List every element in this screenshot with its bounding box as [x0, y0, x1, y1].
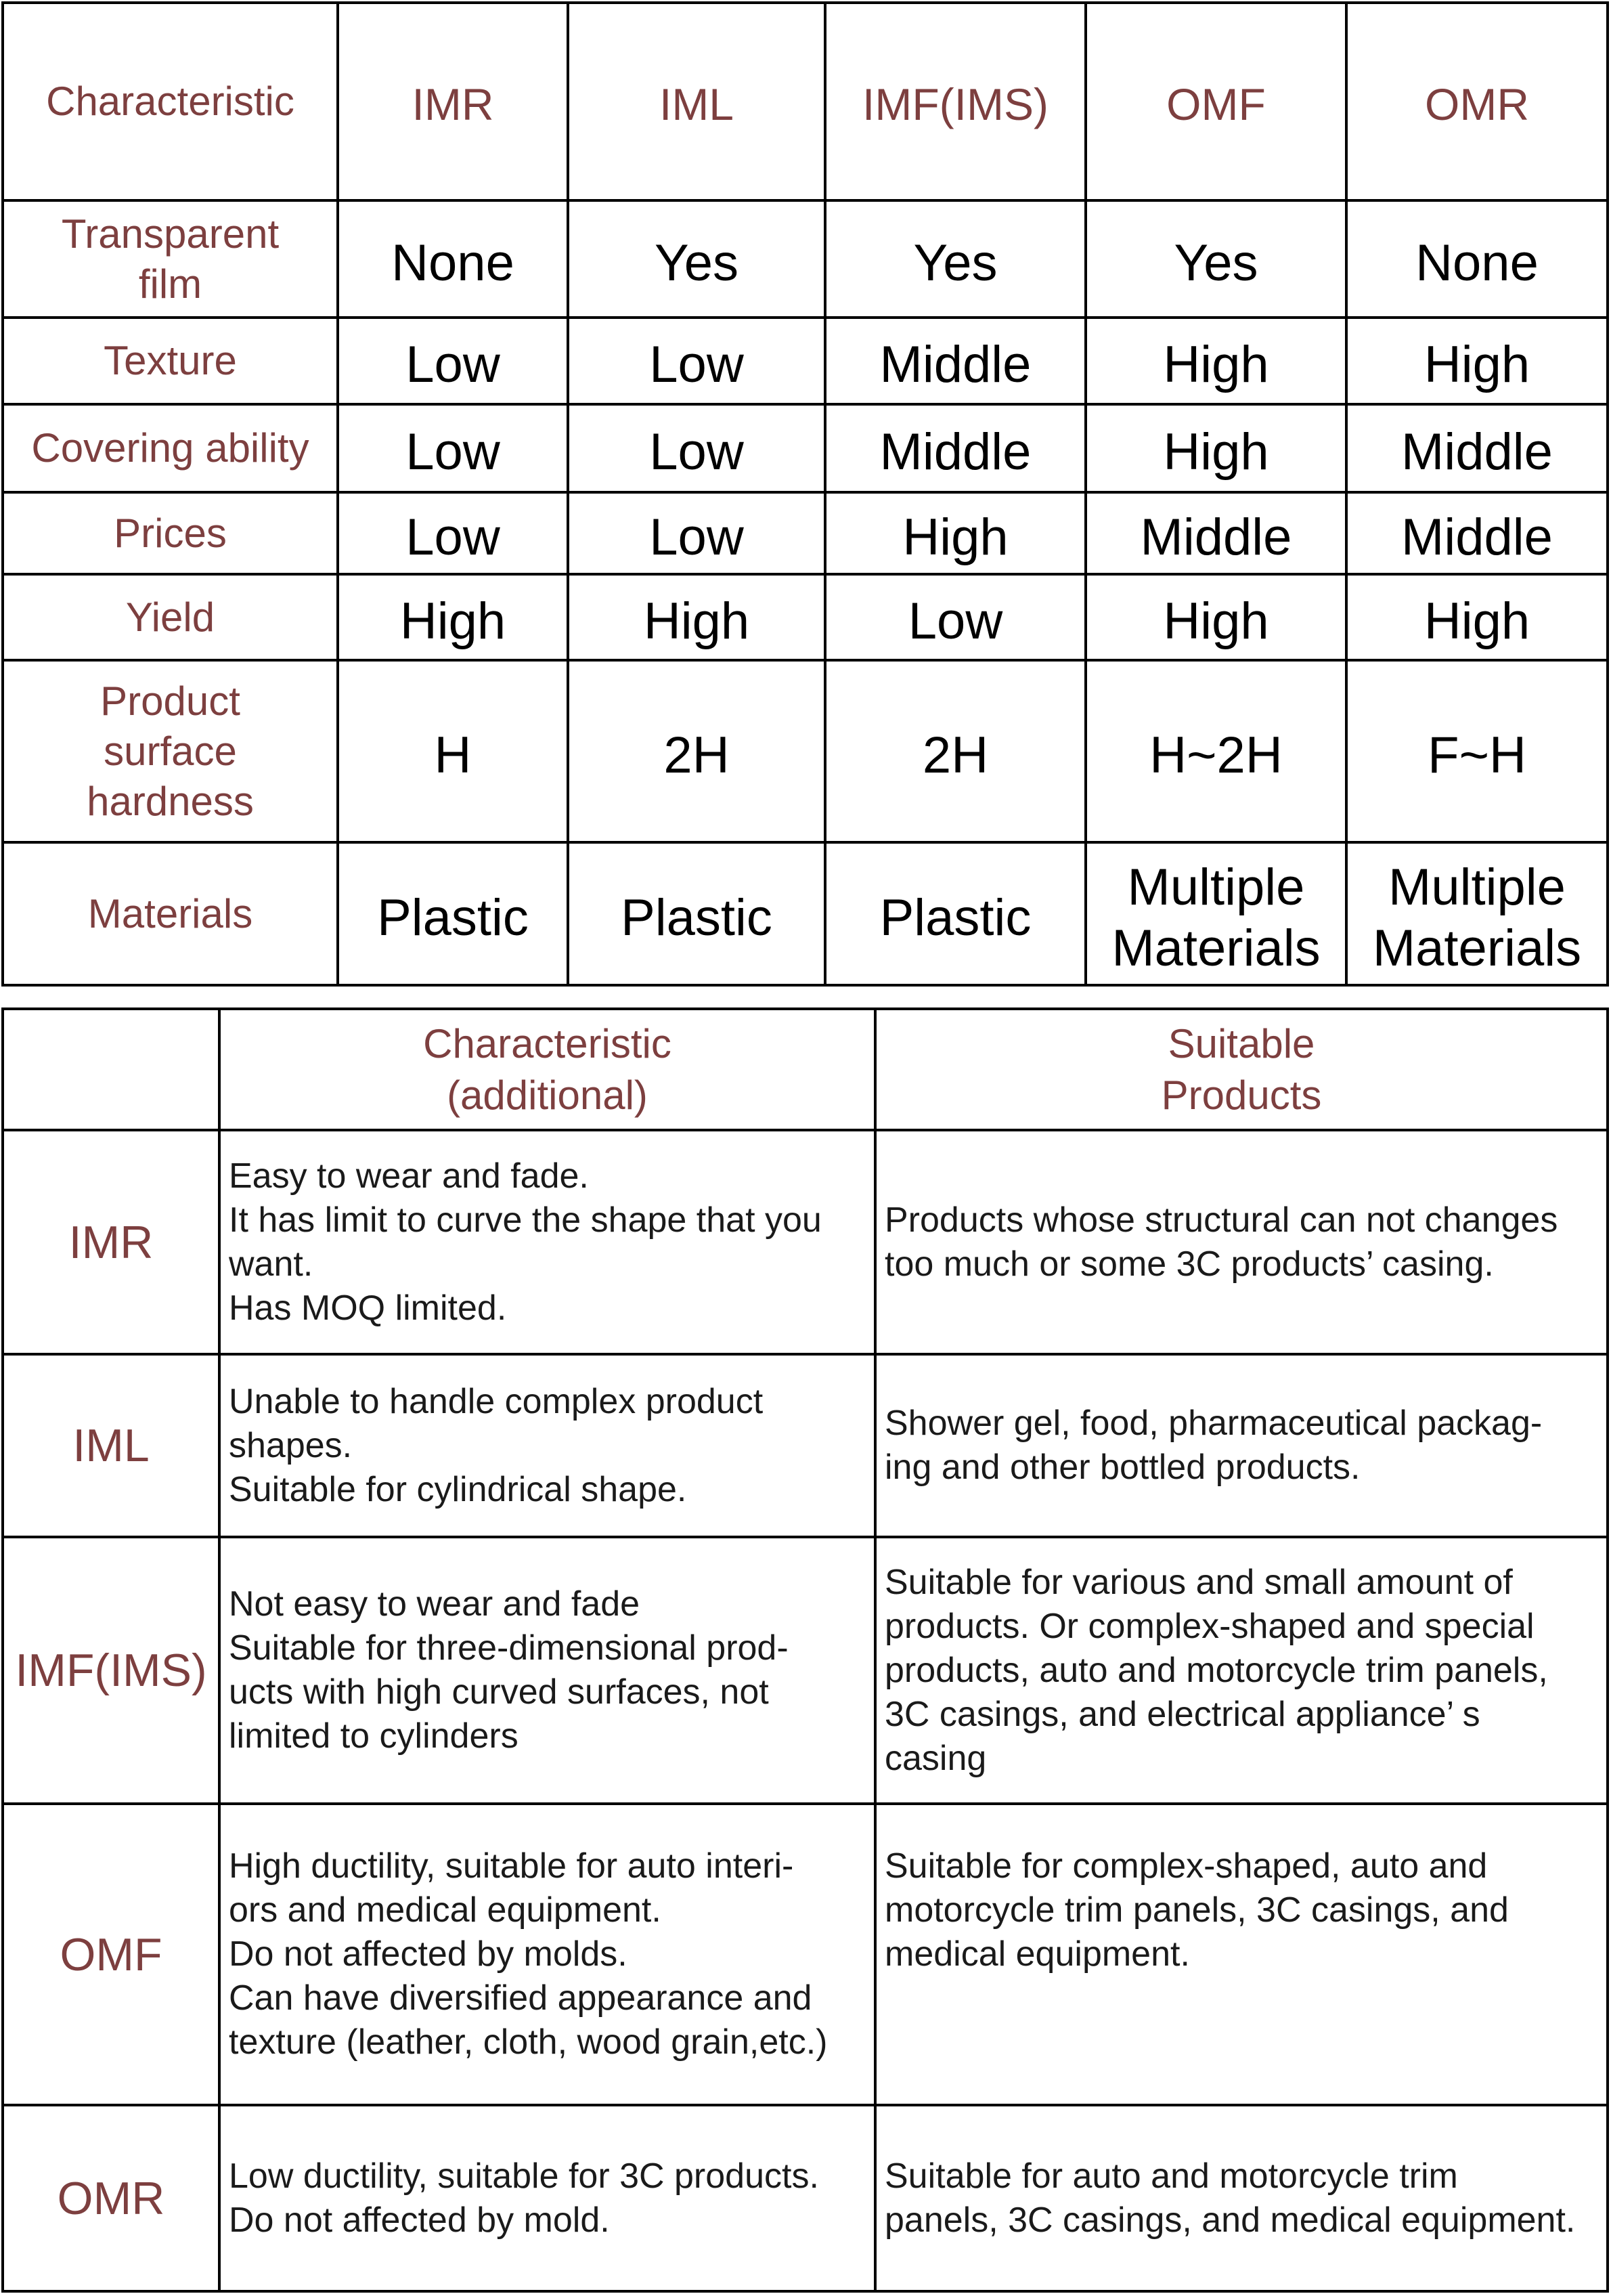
header-method-imf-ims [826, 4, 1084, 199]
cell-transparent-film-iml [569, 202, 824, 316]
cell-prices-iml [569, 494, 824, 573]
text-line: Do not affected by molds. [229, 1934, 627, 1974]
cell-value: Low [908, 592, 1003, 650]
text-line: High ductility, suitable for auto interi- [229, 1846, 794, 1886]
header-method-imr [339, 4, 567, 199]
cell-value: Middle [1401, 423, 1553, 481]
cell-value: H [434, 726, 472, 784]
text-line: panels, 3C casings, and medical equipment. [885, 2200, 1576, 2240]
text-line: shapes. [229, 1425, 353, 1465]
cell-value: 2H [663, 726, 730, 784]
cell-transparent-film-imf-ims [826, 202, 1084, 316]
cell-value: High [1163, 336, 1269, 393]
cell-materials-omf [1087, 844, 1345, 984]
cell-texture-imf-ims [826, 319, 1084, 403]
cell-value: Plastic [377, 888, 529, 947]
text-line: too much or some 3C products’ casing. [885, 1244, 1494, 1284]
cell-value: High [399, 592, 506, 650]
cell-yield-imr [339, 576, 567, 659]
text-line: ing and other bottled products. [885, 1448, 1361, 1487]
method-label: OMF [60, 1928, 162, 1980]
cell-covering-ability-imf-ims [826, 406, 1084, 491]
method-label: IML [72, 1420, 150, 1471]
row-label-covering-ability [4, 406, 336, 491]
cell-hardness-imf-ims [826, 662, 1084, 841]
cell-value-line: Multiple [1388, 858, 1566, 916]
row-label-line: surface [104, 728, 237, 774]
details-table [1, 1008, 1609, 2293]
cell-value: Middle [1140, 508, 1292, 566]
method-imf-ims-text: IMF(IMS) [862, 79, 1049, 129]
cell-value: Low [649, 423, 744, 481]
details-characteristic-iml [221, 1356, 874, 1536]
cell-value: Low [405, 336, 500, 393]
row-label-line: hardness [87, 778, 254, 824]
header-characteristic [4, 4, 336, 199]
row-label-yield [4, 576, 336, 659]
row-label-materials [4, 844, 336, 984]
details-products-omf [877, 1805, 1606, 2104]
cell-yield-iml [569, 576, 824, 659]
cell-value-line: Materials [1111, 919, 1321, 977]
cell-hardness-iml [569, 662, 824, 841]
details-products-iml [877, 1356, 1606, 1536]
header-method-iml [569, 4, 824, 199]
cell-value-line: Multiple [1127, 858, 1305, 916]
cell-value: Yes [655, 234, 738, 292]
cell-value: 2H [922, 726, 989, 784]
row-label-texture [4, 319, 336, 403]
cell-value: High [643, 592, 750, 650]
cell-yield-omf [1087, 576, 1345, 659]
text-line: Products whose structural can not changes [885, 1200, 1558, 1240]
text-line: ucts with high curved surfaces, not [229, 1672, 769, 1712]
details-method-iml [4, 1356, 218, 1536]
details-method-imf-ims [4, 1538, 218, 1802]
text-line: Shower gel, food, pharmaceutical packag- [885, 1404, 1543, 1443]
details-header-suitable-products [877, 1010, 1606, 1129]
text-line: medical equipment. [885, 1934, 1190, 1974]
cell-texture-iml [569, 319, 824, 403]
text-line: Suitable for auto and motorcycle trim [885, 2156, 1458, 2196]
cell-value: Middle [879, 336, 1032, 393]
cell-transparent-film-omr [1348, 202, 1606, 316]
comparison-table [1, 1, 1609, 987]
cell-prices-imr [339, 494, 567, 573]
details-characteristic-imr [221, 1131, 874, 1353]
cell-hardness-omf [1087, 662, 1345, 841]
details-products-imf-ims [877, 1538, 1606, 1802]
cell-materials-imf-ims [826, 844, 1084, 984]
cell-texture-omf [1087, 319, 1345, 403]
row-label-line: Product [100, 678, 240, 724]
cell-covering-ability-omf [1087, 406, 1345, 491]
text-line: motorcycle trim panels, 3C casings, and [885, 1890, 1509, 1930]
text-line: casing [885, 1738, 987, 1778]
row-label-prices [4, 494, 336, 573]
text-line: want. [229, 1244, 313, 1284]
details-method-imr [4, 1131, 218, 1353]
row-label-line: Texture [104, 338, 237, 383]
method-omf-text: OMF [1166, 79, 1266, 129]
cell-hardness-omr [1348, 662, 1606, 841]
cell-value: High [1424, 592, 1530, 650]
method-label: OMR [57, 2172, 165, 2224]
cell-value: Yes [913, 234, 998, 292]
cell-value: Middle [1401, 508, 1553, 566]
cell-yield-omr [1348, 576, 1606, 659]
text-line: It has limit to curve the shape that you [229, 1200, 822, 1240]
cell-value-line: Materials [1372, 919, 1582, 977]
details-characteristic-imf-ims [221, 1538, 874, 1802]
cell-value: F~H [1428, 726, 1526, 784]
details-header-empty [4, 1010, 218, 1129]
method-label: IMR [68, 1216, 154, 1268]
header-characteristic-text: Characteristic [46, 79, 294, 124]
text-line: Suitable for various and small amount of [885, 1562, 1513, 1602]
text-line: Do not affected by mold. [229, 2200, 610, 2240]
cell-value: High [1424, 336, 1530, 393]
row-label-line: Prices [114, 510, 227, 556]
details-characteristic-omr [221, 2106, 874, 2290]
text-line: Suitable for cylindrical shape. [229, 1469, 687, 1509]
text-line: products, auto and motorcycle trim panels, [885, 1650, 1548, 1690]
cell-value: Low [405, 508, 500, 566]
cell-value: None [391, 234, 514, 292]
cell-value: H~2H [1149, 726, 1283, 784]
row-label-line: film [138, 261, 202, 307]
cell-hardness-imr [339, 662, 567, 841]
details-characteristic-omf [221, 1805, 874, 2104]
cell-materials-omr [1348, 844, 1606, 984]
text-line: texture (leather, cloth, wood grain,etc.) [229, 2022, 828, 2062]
text-line: products. Or complex-shaped and special [885, 1606, 1535, 1646]
header-line: Products [1161, 1072, 1322, 1118]
header-method-omf [1087, 4, 1345, 199]
cell-materials-iml [569, 844, 824, 984]
cell-value: Middle [879, 423, 1032, 481]
cell-prices-imf-ims [826, 494, 1084, 573]
cell-transparent-film-omf [1087, 202, 1345, 316]
cell-value: Yes [1174, 234, 1258, 292]
details-method-omr [4, 2106, 218, 2290]
method-imr-text: IMR [412, 79, 494, 129]
row-label-product-surface-hardness [4, 662, 336, 841]
method-label: IMF(IMS) [15, 1645, 207, 1696]
row-label-line: Covering ability [31, 425, 309, 471]
text-line: Unable to handle complex product [229, 1381, 764, 1421]
text-line: limited to cylinders [229, 1716, 518, 1756]
text-line: ors and medical equipment. [229, 1890, 661, 1930]
cell-value: Low [649, 508, 744, 566]
cell-covering-ability-omr [1348, 406, 1606, 491]
cell-prices-omr [1348, 494, 1606, 573]
cell-value: Plastic [879, 888, 1032, 947]
cell-materials-imr [339, 844, 567, 984]
cell-texture-imr [339, 319, 567, 403]
header-line: (additional) [447, 1072, 648, 1118]
header-method-omr [1348, 4, 1606, 199]
text-line: Can have diversified appearance and [229, 1978, 812, 2018]
text-line: Easy to wear and fade. [229, 1156, 589, 1196]
text-line: Low ductility, suitable for 3C products. [229, 2156, 819, 2196]
cell-value: None [1415, 234, 1539, 292]
cell-yield-imf-ims [826, 576, 1084, 659]
text-line: 3C casings, and electrical appliance’ s [885, 1694, 1480, 1734]
cell-prices-omf [1087, 494, 1345, 573]
cell-value: Low [405, 423, 500, 481]
cell-covering-ability-iml [569, 406, 824, 491]
cell-transparent-film-imr [339, 202, 567, 316]
cell-value: Low [649, 336, 744, 393]
details-products-imr [877, 1131, 1606, 1353]
row-label-line: Yield [125, 594, 215, 640]
details-method-omf [4, 1805, 218, 2104]
header-line: Characteristic [423, 1020, 671, 1066]
row-label-line: Transparent [61, 211, 280, 257]
row-label-line: Materials [87, 890, 253, 936]
row-label-transparent-film [4, 202, 336, 316]
cell-value: High [1163, 423, 1269, 481]
details-products-omr [877, 2106, 1606, 2290]
cell-value: High [1163, 592, 1269, 650]
text-line: Has MOQ limited. [229, 1288, 507, 1328]
text-line: Suitable for complex-shaped, auto and [885, 1846, 1488, 1886]
text-line: Suitable for three-dimensional prod- [229, 1628, 789, 1668]
method-iml-text: IML [659, 79, 734, 129]
cell-texture-omr [1348, 319, 1606, 403]
cell-value: Plastic [621, 888, 772, 947]
header-line: Suitable [1168, 1020, 1315, 1066]
cell-value: High [902, 508, 1009, 566]
text-line: Not easy to wear and fade [229, 1584, 640, 1624]
method-omr-text: OMR [1425, 79, 1529, 129]
cell-covering-ability-imr [339, 406, 567, 491]
details-header-characteristic [221, 1010, 874, 1129]
